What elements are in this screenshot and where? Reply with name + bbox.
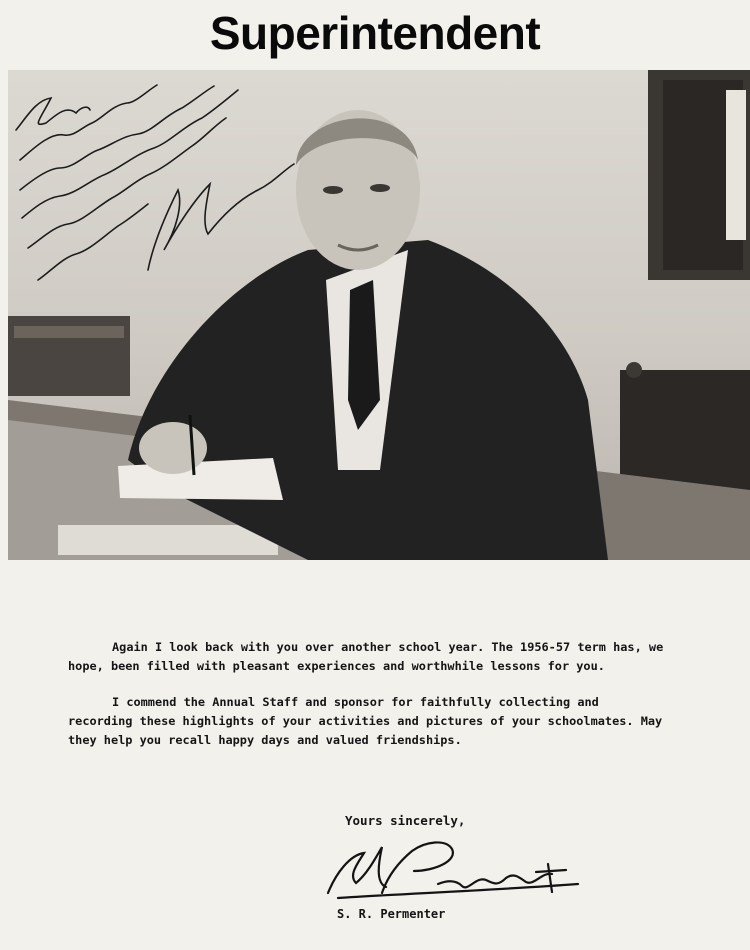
handwritten-signature [318, 838, 588, 912]
superintendent-photo [8, 70, 750, 560]
page-title: Superintendent [209, 7, 541, 59]
letter-paragraph-2: I commend the Annual Staff and sponsor for faithfully collecting and recording these highlights of your activities and pictures of your schoolmates. May they help you recall happy days and valued friendships. [68, 695, 663, 747]
signer-name: S. R. Permenter [337, 907, 446, 921]
letter-paragraph-1: Again I look back with you over another school year. The 1956-57 term has, we hope, been filled with pleasant experiences and worthwhile lessons for you. [68, 640, 664, 673]
letter-body [68, 638, 668, 767]
photo-illustration [8, 70, 750, 560]
handwritten-inscription [16, 85, 294, 280]
signature-icon [318, 838, 588, 908]
hand [139, 422, 207, 474]
letter-closing: Yours sincerely, [345, 813, 466, 828]
